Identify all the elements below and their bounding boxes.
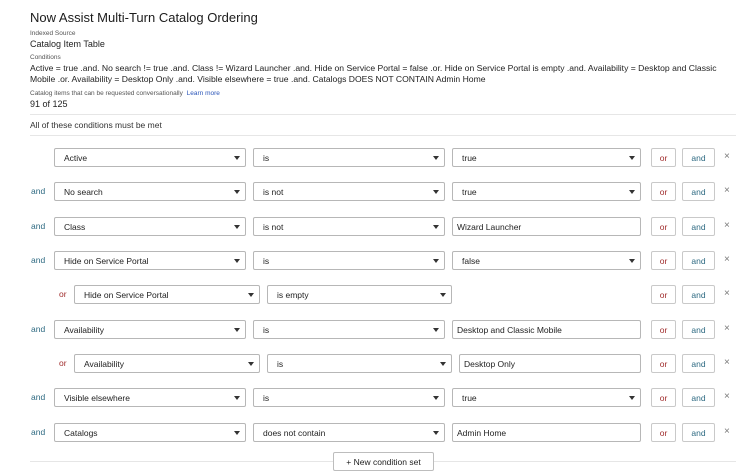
value-input-text: Admin Home (457, 428, 507, 438)
operator-select-value: is empty (277, 290, 309, 300)
value-select[interactable] (452, 251, 641, 270)
close-icon[interactable]: × (724, 391, 730, 402)
chevron-down-icon (433, 225, 439, 229)
chevron-down-icon (433, 190, 439, 194)
row-connector-and: and (31, 324, 46, 334)
value-select-value: true (462, 153, 477, 163)
add-and-button[interactable]: and (682, 182, 715, 201)
close-icon[interactable]: × (724, 254, 730, 265)
operator-select[interactable] (253, 423, 445, 442)
value-input[interactable] (459, 354, 641, 373)
add-and-button[interactable]: and (682, 388, 715, 407)
field-select-value: Class (64, 222, 86, 232)
add-or-button[interactable]: or (651, 217, 676, 236)
chevron-down-icon (234, 190, 240, 194)
learn-more-link[interactable]: Learn more (186, 90, 220, 97)
close-icon[interactable]: × (724, 357, 730, 368)
value-input[interactable] (452, 320, 641, 339)
operator-select[interactable] (253, 182, 445, 201)
value-select-value: false (462, 256, 480, 266)
field-select[interactable] (54, 217, 246, 236)
chevron-down-icon (234, 156, 240, 160)
chevron-down-icon (629, 190, 635, 194)
operator-select[interactable] (267, 285, 452, 304)
value-select[interactable] (452, 148, 641, 167)
add-or-button[interactable]: or (651, 423, 676, 442)
add-or-button[interactable]: or (651, 148, 676, 167)
value-input[interactable] (452, 423, 641, 442)
add-and-button[interactable]: and (682, 285, 715, 304)
close-icon[interactable]: × (724, 426, 730, 437)
condition-row (0, 217, 750, 239)
chevron-down-icon (234, 431, 240, 435)
indexed-source-label: Indexed Source (30, 30, 76, 37)
add-and-button[interactable]: and (682, 217, 715, 236)
operator-select-value: is (263, 153, 270, 163)
add-or-button[interactable]: or (651, 182, 676, 201)
conditions-label: Conditions (30, 54, 61, 61)
field-select[interactable] (54, 423, 246, 442)
add-or-button[interactable]: or (651, 320, 676, 339)
chevron-down-icon (629, 396, 635, 400)
add-or-button[interactable]: or (651, 388, 676, 407)
operator-select-value: is (263, 256, 270, 266)
value-input-text: Desktop and Classic Mobile (457, 325, 562, 335)
operator-select-value: is (263, 393, 270, 403)
row-connector-and: and (31, 255, 46, 265)
add-or-button[interactable]: or (651, 251, 676, 270)
operator-select[interactable] (253, 388, 445, 407)
field-select[interactable] (54, 320, 246, 339)
operator-select-value: does not contain (263, 428, 326, 438)
field-select-value: Catalogs (64, 428, 98, 438)
operator-select[interactable] (253, 251, 445, 270)
chevron-down-icon (433, 396, 439, 400)
page-title: Now Assist Multi-Turn Catalog Ordering (30, 10, 258, 25)
add-or-button[interactable]: or (651, 354, 676, 373)
indexed-source-value: Catalog Item Table (30, 39, 105, 49)
row-connector-and: and (31, 186, 46, 196)
close-icon[interactable]: × (724, 220, 730, 231)
add-and-button[interactable]: and (682, 320, 715, 339)
value-select[interactable] (452, 388, 641, 407)
chevron-down-icon (234, 225, 240, 229)
field-select[interactable] (54, 388, 246, 407)
add-or-button[interactable]: or (651, 285, 676, 304)
add-and-button[interactable]: and (682, 354, 715, 373)
field-select-value: Active (64, 153, 88, 163)
close-icon[interactable]: × (724, 185, 730, 196)
condition-row (0, 285, 750, 307)
close-icon[interactable]: × (724, 323, 730, 334)
divider (30, 114, 736, 115)
chevron-down-icon (433, 431, 439, 435)
conditions-text: Active = true .and. No search != true .and. Class != Wizard Launcher .and. Hide on Service Portal = false .or. Hide on Service Portal is empty .and. Availability = Desktop and Classic Mobile .or. Availability = Desktop Only .and. Visible elsewhere = true .and. Catalogs DOES NOT CONTAIN Admin Home (30, 63, 717, 84)
value-input[interactable] (452, 217, 641, 236)
field-select-value: Availability (64, 325, 105, 335)
add-and-button[interactable]: and (682, 148, 715, 167)
value-select-value: true (462, 393, 477, 403)
all-conditions-label: All of these conditions must be met (30, 120, 162, 130)
condition-row (0, 320, 750, 342)
condition-row (0, 423, 750, 445)
chevron-down-icon (433, 156, 439, 160)
chevron-down-icon (440, 293, 446, 297)
chevron-down-icon (440, 362, 446, 366)
field-select[interactable] (54, 251, 246, 270)
add-and-button[interactable]: and (682, 423, 715, 442)
operator-select-value: is not (263, 222, 284, 232)
value-input-text: Wizard Launcher (457, 222, 522, 232)
chevron-down-icon (433, 259, 439, 263)
field-select[interactable] (74, 285, 260, 304)
row-connector-and: and (31, 427, 46, 437)
condition-row (0, 388, 750, 410)
chevron-down-icon (234, 396, 240, 400)
field-select-value: Availability (84, 359, 125, 369)
row-connector-or: or (59, 358, 67, 368)
field-select-value: Visible elsewhere (64, 393, 130, 403)
condition-row (0, 148, 750, 170)
chevron-down-icon (234, 259, 240, 263)
chevron-down-icon (629, 156, 635, 160)
requestable-label: Catalog items that can be requested conversationally (30, 90, 183, 97)
field-select[interactable] (54, 182, 246, 201)
chevron-down-icon (629, 259, 635, 263)
operator-select-value: is not (263, 187, 284, 197)
chevron-down-icon (248, 362, 254, 366)
condition-row (0, 354, 750, 376)
value-input-text: Desktop Only (464, 359, 516, 369)
row-connector-or: or (59, 289, 67, 299)
requestable-label-wrap (30, 90, 220, 97)
field-select-value: Hide on Service Portal (64, 256, 149, 266)
field-select-value: No search (64, 187, 103, 197)
close-icon[interactable]: × (724, 288, 730, 299)
divider (30, 135, 736, 136)
close-icon[interactable]: × (724, 151, 730, 162)
field-select-value: Hide on Service Portal (84, 290, 169, 300)
operator-select[interactable] (253, 217, 445, 236)
condition-row (0, 182, 750, 204)
field-select[interactable] (74, 354, 260, 373)
chevron-down-icon (433, 328, 439, 332)
value-select-value: true (462, 187, 477, 197)
row-connector-and: and (31, 221, 46, 231)
chevron-down-icon (234, 328, 240, 332)
add-and-button[interactable]: and (682, 251, 715, 270)
value-select[interactable] (452, 182, 641, 201)
operator-select-value: is (263, 325, 270, 335)
row-connector-and: and (31, 392, 46, 402)
operator-select[interactable] (253, 320, 445, 339)
requestable-count: 91 of 125 (30, 99, 68, 109)
operator-select[interactable] (253, 148, 445, 167)
operator-select[interactable] (267, 354, 452, 373)
operator-select-value: is (277, 359, 284, 369)
chevron-down-icon (248, 293, 254, 297)
new-condition-set-button[interactable]: + New condition set (333, 452, 434, 471)
field-select[interactable] (54, 148, 246, 167)
condition-row (0, 251, 750, 273)
